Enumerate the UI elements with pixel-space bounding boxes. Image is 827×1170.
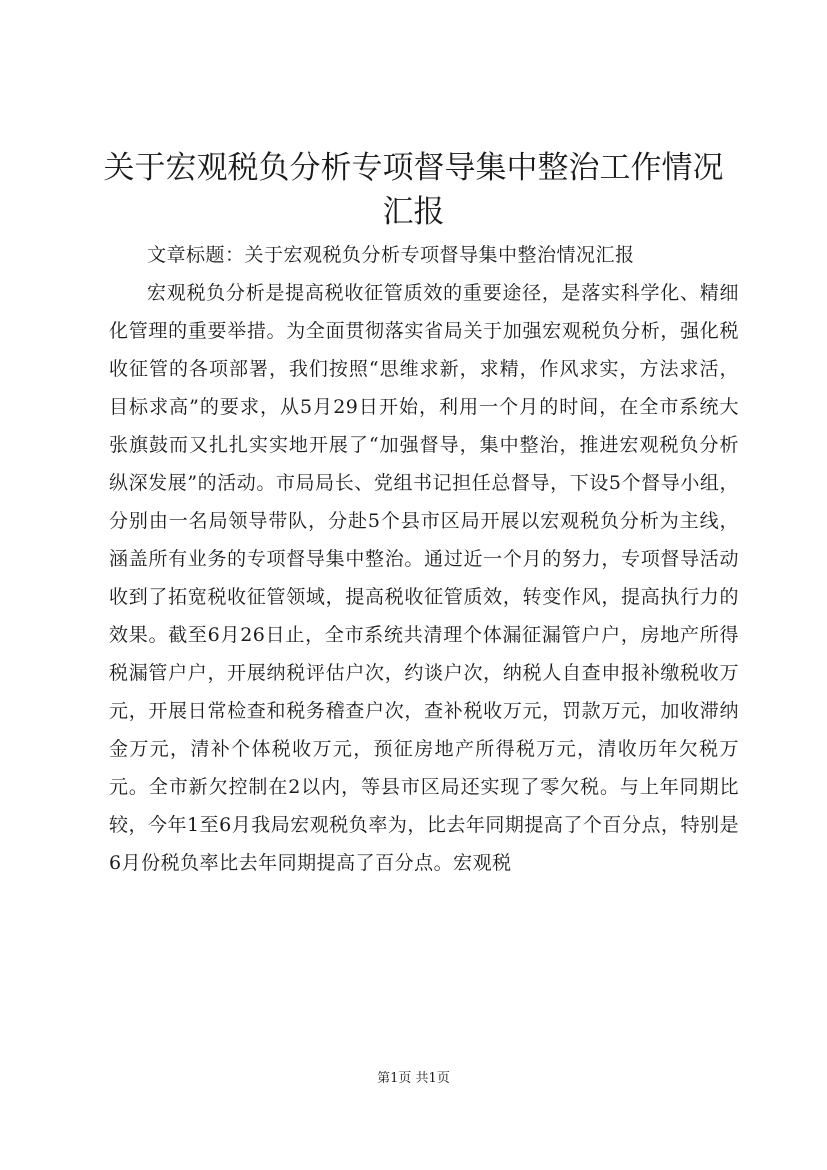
body-paragraph: 宏观税负分析是提高税收征管质效的重要途径，是落实科学化、精细化管理的重要举措。为全面贯彻落实省局关于加强宏观税负分析，强化税收征管的各项部署，我们按照“思维求新，求精，作风求实，方法求活，目标求高”的要求，从5月29日开始，利用一个月的时间，在全市系统大张旗鼓而又扎扎实实地开展了“加强督导，集中整治，推进宏观税负分析纵深发展”的活动。市局局长、党组书记担任总督导，下设5个督导小组，分别由一名局领导带队，分赴5个县市区局开展以宏观税负分析为主线，涵盖所有业务的专项督导集中整治。通过近一个月的努力，专项督导活动收到了拓宽税收征管领域，提高税收征管质效，转变作风，提高执行力的效果。截至6月26日止，全市系统共清理个体漏征漏管户户，房地产所得税漏管户户，开展纳税评估户次，约谈户次，纳税人自查申报补缴税收万元，开展日常检查和税务稽查户次，查补税收万元，罚款万元，加收滞纳金万元，清补个体税收万元，预征房地产所得税万元，清收历年欠税万元。全市新欠控制在2以内，等县市区局还实现了零欠税。与上年同期比较，今年1至6月我局宏观税负率为，比去年同期提高了个百分点，特别是6月份税负率比去年同期提高了百分点。宏观税	[109, 282, 739, 874]
article-title-line: 文章标题：关于宏观税负分析专项督导集中整治情况汇报	[147, 244, 635, 266]
document-title: 关于宏观税负分析专项督导集中整治工作情况汇报	[103, 150, 724, 230]
page-number-footer: 第1页 共1页	[377, 1071, 450, 1086]
document-body	[109, 236, 739, 882]
